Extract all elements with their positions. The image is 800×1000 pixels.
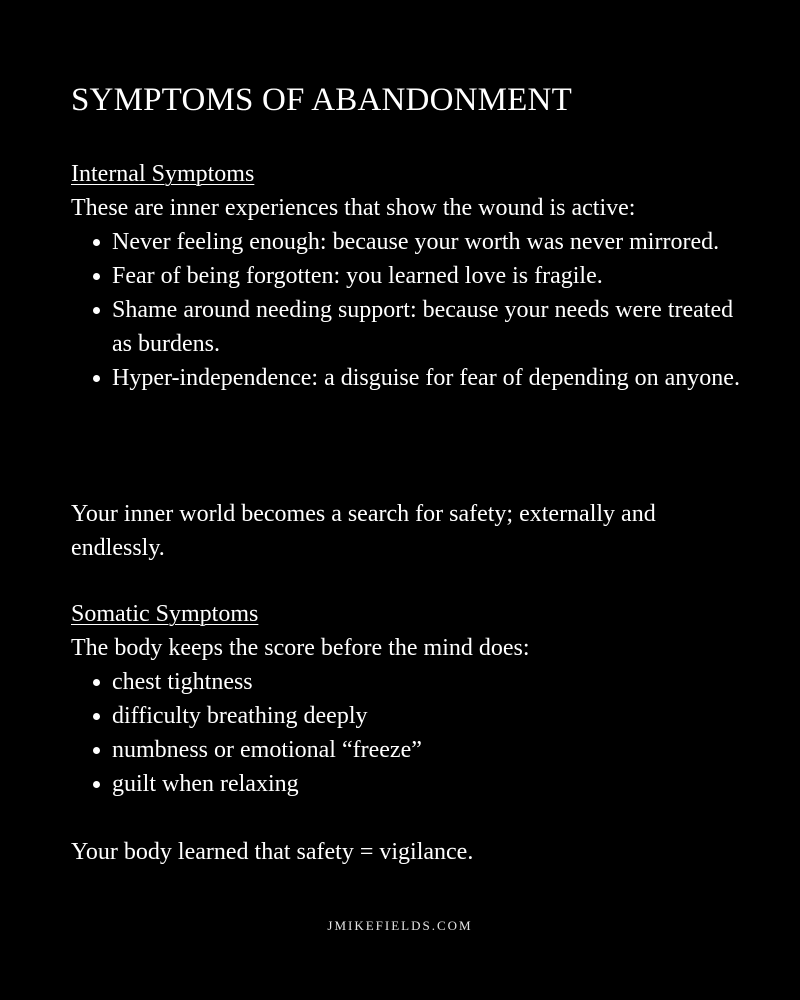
bullet-icon bbox=[93, 781, 100, 788]
somatic-symptoms-heading: Somatic Symptoms bbox=[71, 601, 259, 627]
list-item bbox=[112, 225, 751, 259]
bullet-icon bbox=[93, 307, 100, 314]
list-item bbox=[112, 767, 751, 801]
somatic-symptoms-section bbox=[71, 597, 751, 801]
list-item-text: Shame around needing support: because your needs were treated as burdens. bbox=[112, 297, 734, 357]
list-item-text: chest tightness bbox=[112, 669, 253, 695]
list-item-text: Hyper-independence: a disguise for fear of depending on anyone. bbox=[112, 365, 740, 391]
somatic-closing-text: Your body learned that safety = vigilance. bbox=[71, 839, 474, 865]
list-item-text: difficulty breathing deeply bbox=[112, 703, 368, 729]
list-item bbox=[112, 293, 751, 361]
list-item bbox=[112, 699, 751, 733]
list-item-text: Fear of being forgotten: you learned love is fragile. bbox=[112, 263, 603, 289]
list-item bbox=[112, 361, 751, 395]
bullet-icon bbox=[93, 239, 100, 246]
bullet-icon bbox=[93, 713, 100, 720]
internal-symptoms-heading: Internal Symptoms bbox=[71, 161, 255, 187]
bullet-icon bbox=[93, 375, 100, 382]
list-item-text: guilt when relaxing bbox=[112, 771, 299, 797]
list-item-text: Never feeling enough: because your worth was never mirrored. bbox=[112, 229, 720, 255]
somatic-symptoms-intro: The body keeps the score before the mind does: bbox=[71, 635, 530, 661]
somatic-symptoms-list bbox=[71, 665, 751, 801]
page-title: SYMPTOMS OF ABANDONMENT bbox=[71, 82, 572, 118]
internal-closing-text: Your inner world becomes a search for safety; externally and endlessly. bbox=[71, 501, 656, 561]
list-item bbox=[112, 259, 751, 293]
internal-symptoms-section bbox=[71, 157, 751, 395]
list-item bbox=[112, 733, 751, 767]
internal-symptoms-list bbox=[71, 225, 751, 395]
bullet-icon bbox=[93, 679, 100, 686]
list-item-text: numbness or emotional “freeze” bbox=[112, 737, 422, 763]
list-item bbox=[112, 665, 751, 699]
bullet-icon bbox=[93, 747, 100, 754]
website-footer: JMIKEFIELDS.COM bbox=[327, 918, 473, 933]
bullet-icon bbox=[93, 273, 100, 280]
internal-symptoms-intro: These are inner experiences that show the wound is active: bbox=[71, 195, 636, 221]
